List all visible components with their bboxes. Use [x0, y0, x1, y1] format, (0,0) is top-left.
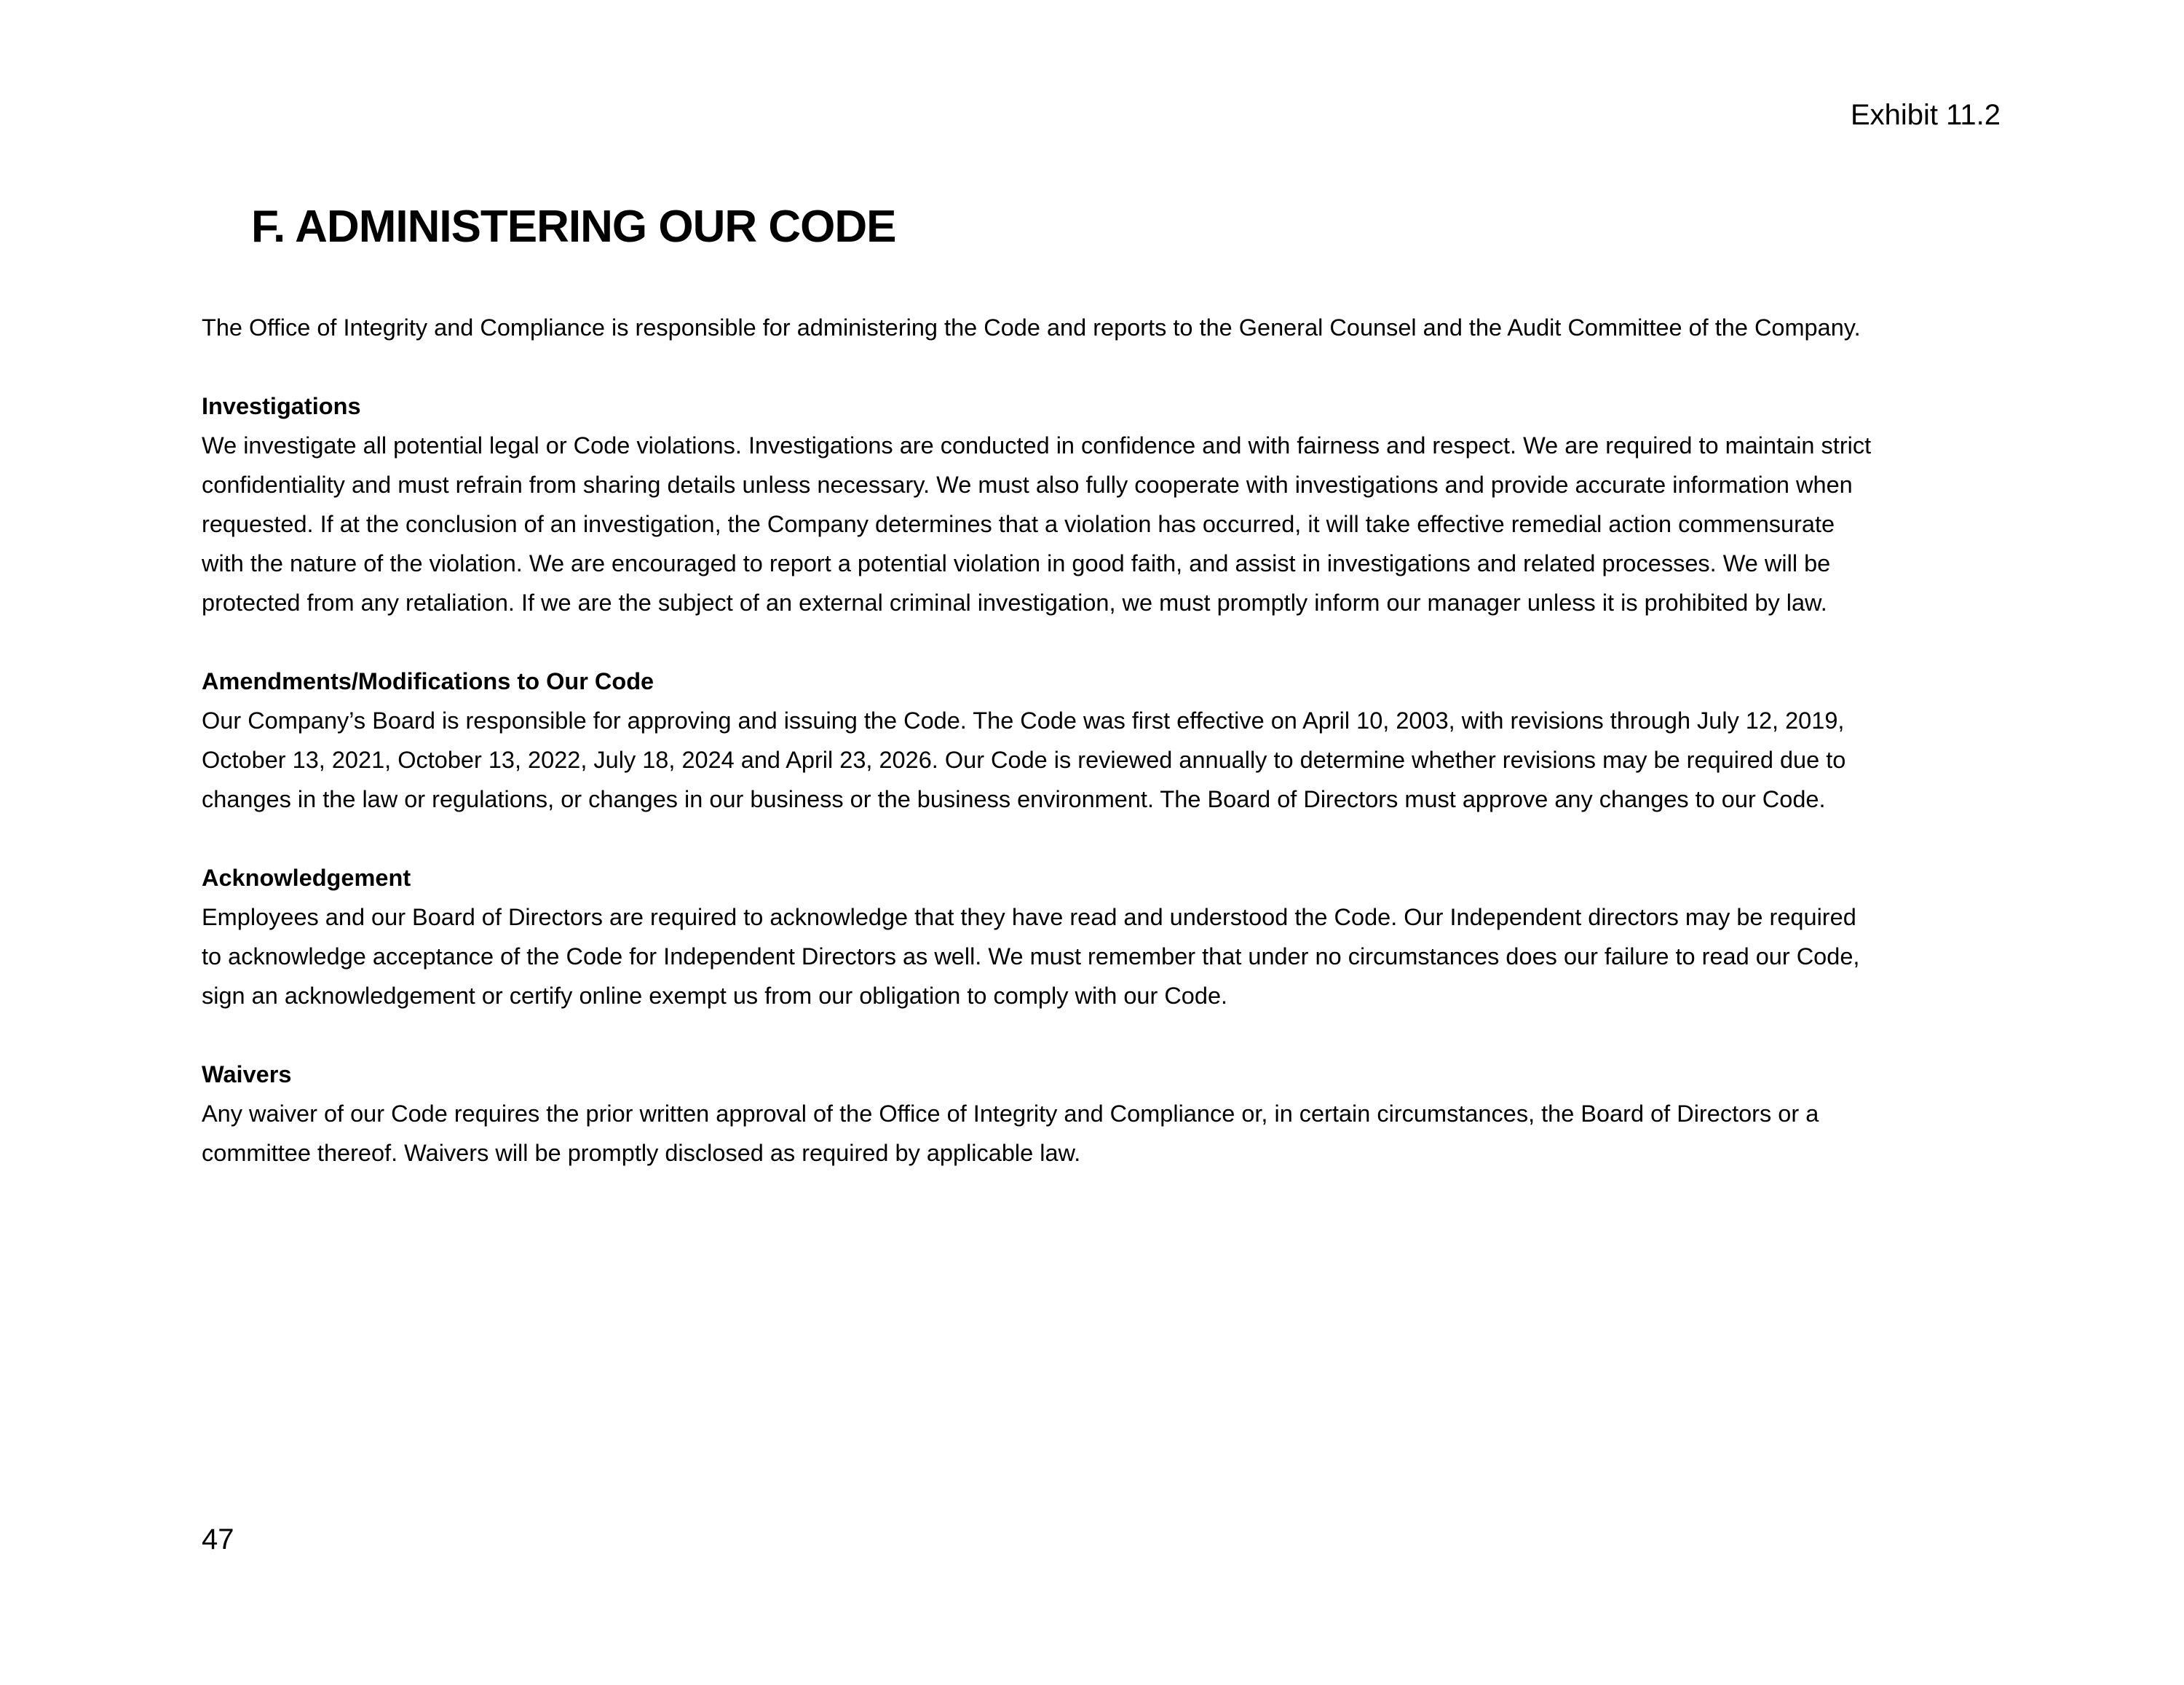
intro-paragraph: The Office of Integrity and Compliance is responsible for administering the Code and reports to the General Counsel and the Audit Committee of the Company.	[202, 314, 1861, 341]
section-waivers	[202, 1055, 2000, 1173]
section-acknowledgement	[202, 858, 2000, 1015]
page-number: 47	[202, 1523, 234, 1555]
paragraph-line: Our Company’s Board is responsible for approving and issuing the Code. The Code was first effective on April 10, 2003, with revisions through July 12, 2019,	[202, 707, 1845, 734]
section-heading: Waivers	[202, 1061, 292, 1087]
section-heading: Investigations	[202, 393, 361, 419]
section-paragraph	[202, 1094, 2000, 1173]
section-paragraph	[202, 897, 2000, 1015]
paragraph-line: protected from any retaliation. If we are the subject of an external criminal investigation, we must promptly inform our manager unless it is prohibited by law.	[202, 590, 1827, 616]
paragraph-line: with the nature of the violation. We are encouraged to report a potential violation in good faith, and assist in investigations and related processes. We will be	[202, 550, 1831, 576]
paragraph-line: requested. If at the conclusion of an investigation, the Company determines that a violation has occurred, it will take effective remedial action commensurate	[202, 511, 1835, 537]
paragraph-line: We investigate all potential legal or Code violations. Investigations are conducted in confidence and with fairness and respect. We are required to maintain strict	[202, 432, 1872, 459]
exhibit-label: Exhibit 11.2	[1850, 99, 2001, 131]
paragraph-line: committee thereof. Waivers will be promptly disclosed as required by applicable law.	[202, 1140, 1081, 1166]
paragraph-line: sign an acknowledgement or certify online exempt us from our obligation to comply with our Code.	[202, 983, 1228, 1009]
page-title: F. ADMINISTERING OUR CODE	[251, 202, 896, 252]
section-paragraph	[202, 426, 2000, 622]
section-paragraph	[202, 701, 2000, 819]
document-body	[202, 308, 2000, 1212]
section-heading: Acknowledgement	[202, 865, 411, 891]
section-heading: Amendments/Modifications to Our Code	[202, 668, 654, 694]
paragraph-line: to acknowledge acceptance of the Code for Independent Directors as well. We must remember that under no circumstances does our failure to read our Code,	[202, 943, 1860, 970]
paragraph-line: Any waiver of our Code requires the prior written approval of the Office of Integrity and Compliance or, in certain circumstances, the Board of Directors or a	[202, 1101, 1819, 1127]
paragraph-line: changes in the law or regulations, or changes in our business or the business environment. The Board of Directors must approve any changes to our Code.	[202, 786, 1826, 812]
section-investigations	[202, 386, 2000, 622]
section-amendments	[202, 662, 2000, 819]
paragraph-line: October 13, 2021, October 13, 2022, July 18, 2024 and April 23, 2026. Our Code is reviewed annually to determine whether revisions may be required due to	[202, 747, 1846, 773]
paragraph-line: Employees and our Board of Directors are required to acknowledge that they have read and understood the Code. Our Independent directors may be required	[202, 904, 1856, 930]
paragraph-line: confidentiality and must refrain from sharing details unless necessary. We must also fully cooperate with investigations and provide accurate information when	[202, 472, 1853, 498]
